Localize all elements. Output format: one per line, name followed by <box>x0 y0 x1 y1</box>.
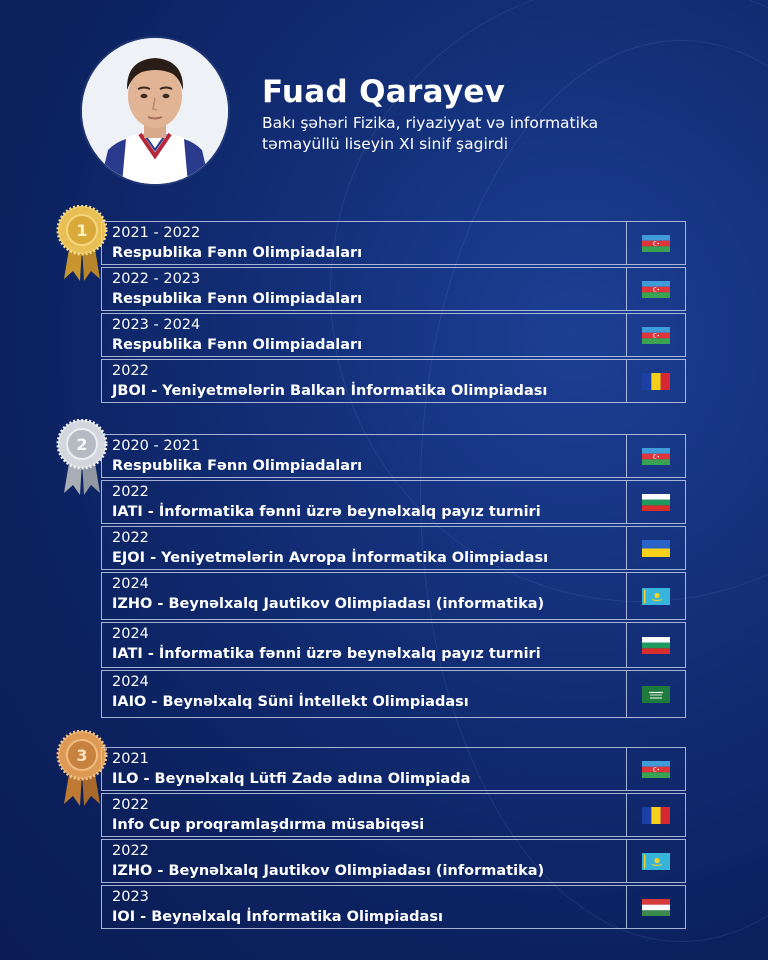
row-title: IATI - İnformatika fənni üzrə beynəlxalq payız turniri <box>112 504 541 520</box>
row-title: Respublika Fənn Olimpiadaları <box>112 337 363 353</box>
romania-flag-icon <box>642 807 670 824</box>
hungary-flag-icon <box>642 899 670 916</box>
table-row <box>101 572 686 620</box>
bulgaria-flag-icon <box>642 637 670 654</box>
azerbaijan-flag-icon <box>642 281 670 298</box>
student-name: Fuad Qarayev <box>262 74 506 110</box>
row-title: IZHO - Beynəlxalq Jautikov Olimpiadası (informatika) <box>112 596 545 612</box>
row-title: EJOI - Yeniyetmələrin Avropa İnformatika Olimpiadası <box>112 550 549 566</box>
row-title: IAIO - Beynəlxalq Süni İntellekt Olimpiadası <box>112 694 469 710</box>
row-title: IATI - İnformatika fənni üzrə beynəlxalq payız turniri <box>112 646 541 662</box>
table-row <box>101 526 686 570</box>
row-year: 2022 <box>112 363 149 379</box>
row-year: 2023 - 2024 <box>112 317 201 333</box>
azerbaijan-flag-icon <box>642 448 670 465</box>
table-row <box>101 839 686 883</box>
table-row <box>101 480 686 524</box>
ukraine-flag-icon <box>642 540 670 557</box>
kazakhstan-flag-icon <box>642 588 670 605</box>
row-year: 2021 <box>112 751 149 767</box>
table-row <box>101 670 686 718</box>
bulgaria-flag-icon <box>642 494 670 511</box>
bronze-achievements-table <box>101 747 686 931</box>
row-year: 2022 <box>112 843 149 859</box>
azerbaijan-flag-icon <box>642 327 670 344</box>
subtitle-line-1: Bakı şəhəri Fizika, riyaziyyat və informatika <box>262 114 599 132</box>
table-row <box>101 885 686 929</box>
row-year: 2022 <box>112 530 149 546</box>
table-row <box>101 313 686 357</box>
row-year: 2022 <box>112 484 149 500</box>
table-row <box>101 267 686 311</box>
row-title: IOI - Beynəlxalq İnformatika Olimpiadası <box>112 909 443 925</box>
table-row <box>101 221 686 265</box>
saudi-arabia-flag-icon <box>642 686 670 703</box>
row-year: 2022 <box>112 797 149 813</box>
row-year: 2022 - 2023 <box>112 271 201 287</box>
avatar <box>82 38 228 184</box>
gold-achievements-table <box>101 221 686 405</box>
row-year: 2021 - 2022 <box>112 225 201 241</box>
table-row <box>101 793 686 837</box>
row-year: 2024 <box>112 674 149 690</box>
student-description <box>262 113 682 155</box>
azerbaijan-flag-icon <box>642 761 670 778</box>
medal-rank: 3 <box>76 746 88 765</box>
row-title: Info Cup proqramlaşdırma müsabiqəsi <box>112 817 425 833</box>
row-year: 2024 <box>112 576 149 592</box>
row-title: ILO - Beynəlxalq Lütfi Zadə adına Olimpiada <box>112 771 471 787</box>
row-year: 2024 <box>112 626 149 642</box>
row-year: 2023 <box>112 889 149 905</box>
row-title: IZHO - Beynəlxalq Jautikov Olimpiadası (informatika) <box>112 863 545 879</box>
row-year: 2020 - 2021 <box>112 438 201 454</box>
table-row <box>101 359 686 403</box>
row-title: Respublika Fənn Olimpiadaları <box>112 245 363 261</box>
medal-rank: 1 <box>76 221 88 240</box>
table-row <box>101 434 686 478</box>
subtitle-line-2: təmayüllü liseyin XI sinif şagirdi <box>262 135 509 153</box>
kazakhstan-flag-icon <box>642 853 670 870</box>
table-row <box>101 747 686 791</box>
row-title: Respublika Fənn Olimpiadaları <box>112 458 363 474</box>
row-title: JBOI - Yeniyetmələrin Balkan İnformatika Olimpiadası <box>112 383 548 399</box>
row-title: Respublika Fənn Olimpiadaları <box>112 291 363 307</box>
romania-flag-icon <box>642 373 670 390</box>
table-row <box>101 622 686 668</box>
medal-rank: 2 <box>76 435 88 454</box>
azerbaijan-flag-icon <box>642 235 670 252</box>
student-portrait-image <box>82 38 228 184</box>
silver-achievements-table <box>101 434 686 720</box>
